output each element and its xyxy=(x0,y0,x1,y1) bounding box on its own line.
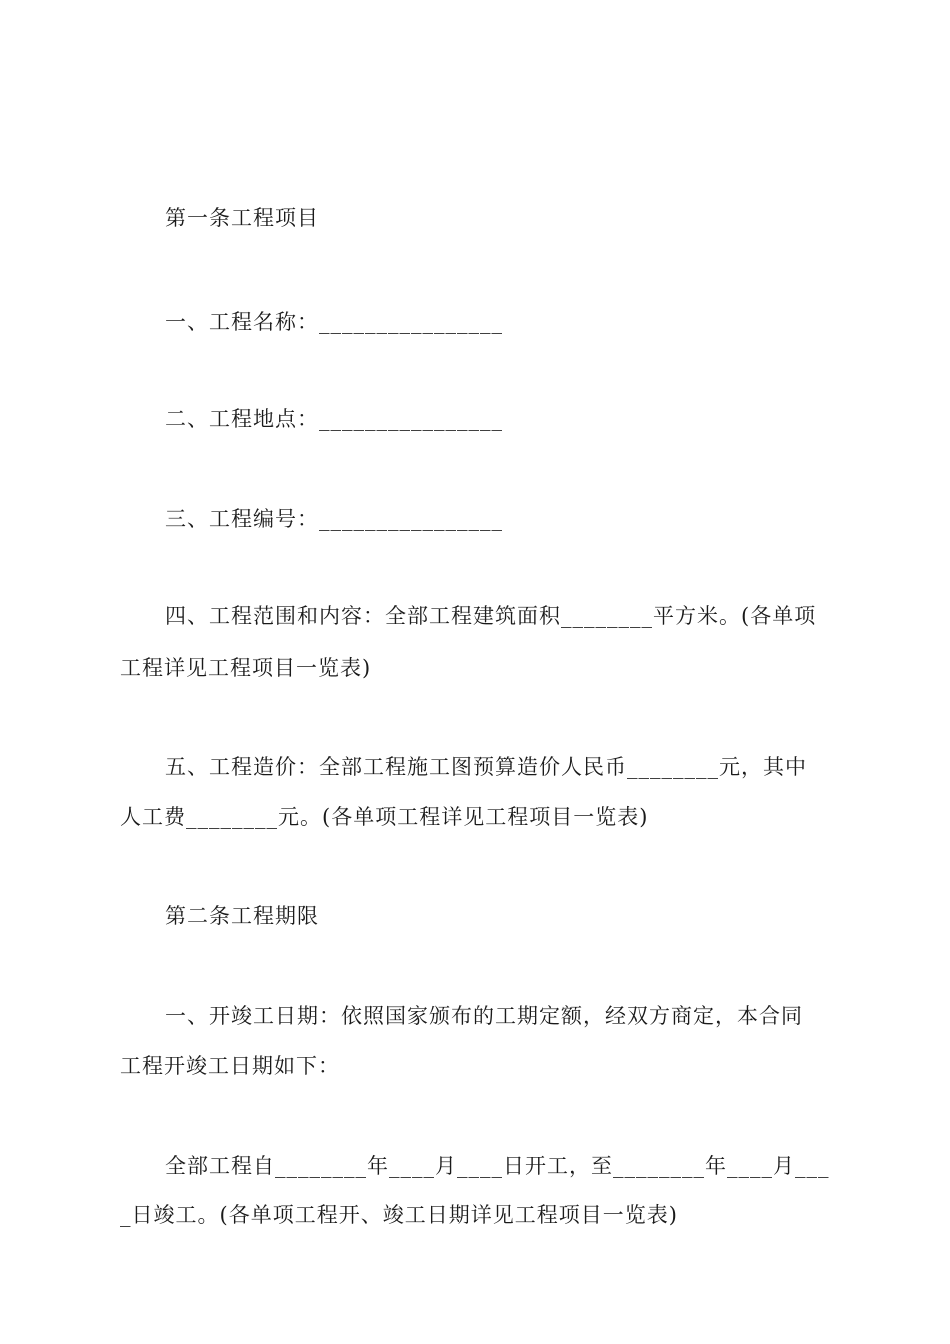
construction-dates-line-1: 一、开竣工日期：依照国家颁布的工期定额，经双方商定，本合同 xyxy=(165,1004,803,1028)
project-location-line: 二、工程地点：________________ xyxy=(165,407,503,431)
project-cost-line-2: 人工费________元。(各单项工程详见工程项目一览表) xyxy=(120,805,649,829)
project-scope-line-2: 工程详见工程项目一览表) xyxy=(120,656,372,680)
project-scope-line-1: 四、工程范围和内容：全部工程建筑面积________平方米。(各单项 xyxy=(165,604,817,628)
article-1-heading: 第一条工程项目 xyxy=(165,206,319,230)
schedule-line-2: _日竣工。(各单项工程开、竣工日期详见工程项目一览表) xyxy=(120,1203,678,1227)
schedule-line-1: 全部工程自________年____月____日开工，至________年____月___ xyxy=(165,1154,830,1178)
project-cost-line-1: 五、工程造价：全部工程施工图预算造价人民币________元，其中 xyxy=(165,755,807,779)
project-name-line: 一、工程名称：________________ xyxy=(165,310,503,334)
project-number-line: 三、工程编号：________________ xyxy=(165,507,503,531)
construction-dates-line-2: 工程开竣工日期如下： xyxy=(120,1054,340,1078)
article-2-heading: 第二条工程期限 xyxy=(165,904,319,928)
